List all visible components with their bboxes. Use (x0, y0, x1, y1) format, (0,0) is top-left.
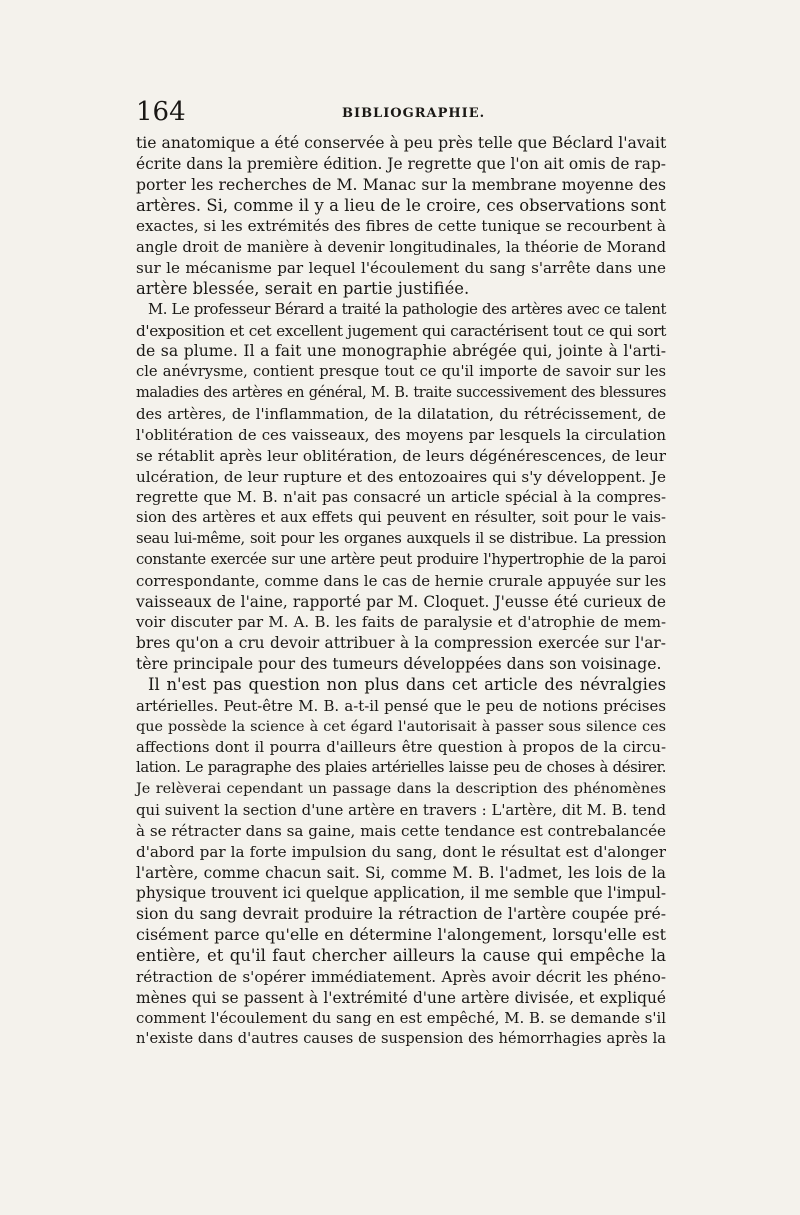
text-line: à se rétracter dans sa gaine, mais cette tendance est contrebalancée (136, 821, 666, 840)
text-line: sion des artères et aux effets qui peuvent en résulter, soit pour le vais- (136, 509, 666, 527)
text-line: de sa plume. Il a fait une monographie abrégée qui, jointe à l'arti- (136, 341, 666, 361)
text-line: angle droit de manière à devenir longitudinales, la théorie de Morand (136, 238, 666, 257)
text-line: tie anatomique a été conservée à peu près telle que Béclard l'avait (136, 133, 667, 152)
text-line: mènes qui se passent à l'extrémité d'une artère divisée, et expliqué (136, 988, 666, 1007)
text-line: tère principale pour des tumeurs développées dans son voisinage. (136, 654, 662, 674)
text-line: artères. Si, comme il y a lieu de le croire, ces observations sont (136, 195, 666, 215)
text-line: ulcération, de leur rupture et des entozoaires qui s'y développent. Je (136, 467, 666, 486)
text-line: cisément parce qu'elle en détermine l'alongement, lorsqu'elle est (136, 925, 666, 945)
text-line: des artères, de l'inflammation, de la dilatation, du rétrécissement, de (136, 404, 666, 423)
text-line: physique trouvent ici quelque application, il me semble que l'impul- (136, 884, 667, 903)
text-line: rétraction de s'opérer immédiatement. Après avoir décrit les phéno- (136, 967, 666, 986)
text-line: artérielles. Peut-être M. B. a-t-il pensé que le peu de notions précises (136, 696, 666, 715)
text-line: voir discuter par M. A. B. les faits de paralysie et d'atrophie de mem- (136, 613, 666, 632)
text-line: n'existe dans d'autres causes de suspension des hémorrhagies après la (136, 1030, 666, 1048)
text-line: Je relèverai cependant un passage dans la description des phénomènes (136, 781, 666, 798)
text-line: que possède la science à cet égard l'autorisait à passer sous silence ces (136, 718, 666, 735)
text-line: bres qu'on a cru devoir attribuer à la compression exercée sur l'ar- (136, 634, 666, 653)
text-line: affections dont il pourra d'ailleurs être question à propos de la circu- (136, 738, 666, 757)
text-line: artère blessée, serait en partie justifiée. (136, 278, 470, 298)
text-line: porter les recherches de M. Manac sur la membrane moyenne des (136, 174, 666, 194)
text-line: l'oblitération de ces vaisseaux, des moyens par lesquels la circulation (136, 425, 666, 444)
page-header (136, 98, 666, 126)
body-text (136, 133, 666, 1050)
text-line: regrette que M. B. n'ait pas consacré un article spécial à la compres- (136, 488, 666, 507)
text-line: lation. Le paragraphe des plaies artérielles laisse peu de choses à désirer. (136, 759, 666, 777)
text-line: maladies des artères en général, M. B. traite successivement des blessures (136, 384, 666, 402)
text-line: sur le mécanisme par lequel l'écoulement du sang s'arrête dans une (136, 259, 666, 278)
text-line: sion du sang devrait produire la rétraction de l'artère coupée pré- (136, 904, 666, 924)
page-number: 164 (136, 97, 186, 127)
text-line: exactes, si les extrémités des fibres de cette tunique se recourbent à (136, 217, 666, 236)
text-line: vaisseaux de l'aine, rapporté par M. Cloquet. J'eusse été curieux de (136, 592, 666, 611)
text-line: constante exercée sur une artère peut produire l'hypertrophie de la paroi (136, 550, 666, 568)
text-line: Il n'est pas question non plus dans cet article des névralgies (148, 674, 666, 694)
text-line: se rétablit après leur oblitération, de leurs dégénérescences, de leur (136, 446, 666, 465)
text-line: d'exposition et cet excellent jugement qui caractérisent tout ce qui sort (136, 321, 666, 340)
text-line: entière, et qu'il faut chercher ailleurs la cause qui empêche la (136, 945, 666, 965)
text-line: M. Le professeur Bérard a traité la pathologie des artères avec ce talent (148, 300, 666, 318)
text-line: écrite dans la première édition. Je regrette que l'on ait omis de rap- (136, 154, 666, 173)
text-line: correspondante, comme dans le cas de hernie crurale appuyée sur les (136, 571, 667, 590)
running-head: BIBLIOGRAPHIE. (342, 106, 486, 121)
text-line: comment l'écoulement du sang en est empêché, M. B. se demande s'il (136, 1009, 666, 1028)
text-line: seau lui-même, soit pour les organes auxquels il se distribue. La pression (136, 530, 666, 548)
text-line: qui suivent la section d'une artère en travers : L'artère, dit M. B. tend (136, 801, 666, 819)
text-line: l'artère, comme chacun sait. Si, comme M. B. l'admet, les lois de la (136, 863, 666, 882)
text-line: cle anévrysme, contient presque tout ce qu'il importe de savoir sur les (136, 363, 666, 381)
text-line: d'abord par la forte impulsion du sang, dont le résultat est d'alonger (136, 842, 666, 861)
